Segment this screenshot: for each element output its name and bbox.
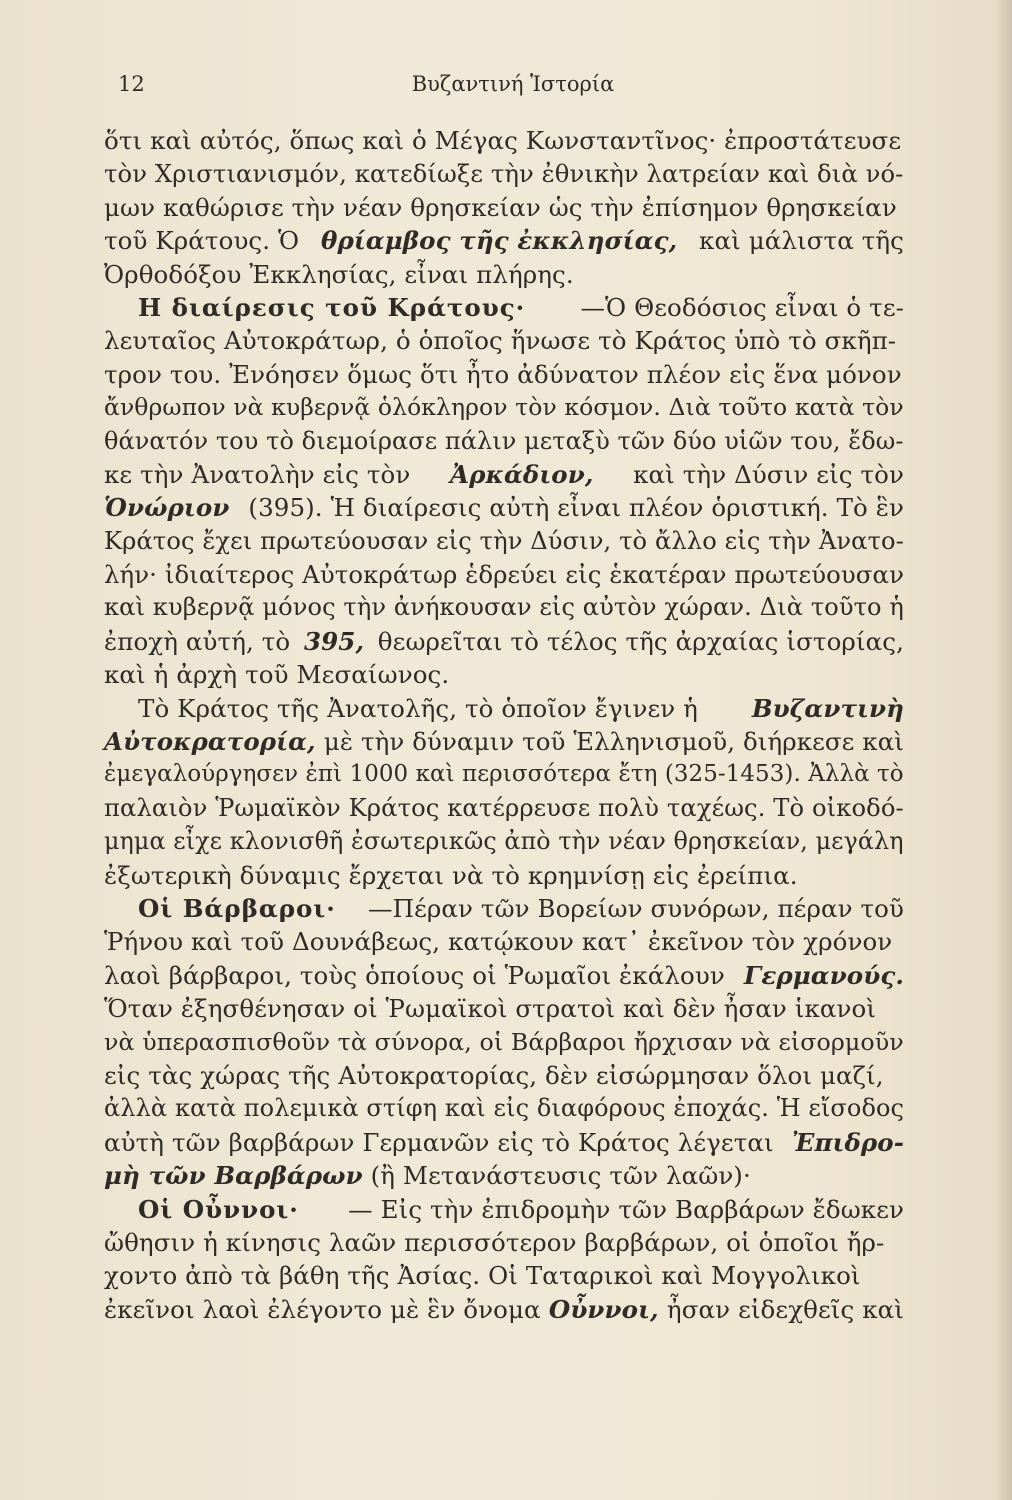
- text-run: λήν· ἰδιαίτερος Αὐτοκράτωρ ἑδρεύει εἰς ἑκατέραν πρωτεύουσαν: [104, 560, 904, 590]
- text-line: [104, 525, 904, 558]
- text-run: ὅτι καὶ αὐτός, ὅπως καὶ ὁ Μέγας Κωνσταντῖνος· ἐπροστάτευσε: [104, 126, 902, 155]
- text-line: [104, 959, 904, 992]
- text-run: τὸν Χριστιανισμόν, κατεδίωξε τὴν ἐθνικὴν λατρείαν καὶ διὰ νό-: [104, 159, 904, 189]
- emphasis-text: Οὖννοι,: [548, 1294, 659, 1324]
- text-line: [104, 1226, 904, 1259]
- text-run: Τὸ Κράτος τῆς Ἀνατολῆς, τὸ ὁποῖον ἔγινεν ἡ: [138, 693, 706, 723]
- text-line: [104, 391, 904, 424]
- emphasis-text: Αὐτοκρατορία,: [104, 727, 316, 757]
- text-run: Ὀρθοδόξου Ἐκκλησίας, εἶναι πλήρης.: [104, 259, 574, 289]
- text-run: ἐποχὴ αὐτή, τὸ: [104, 626, 299, 656]
- text-run: Ῥήνου καὶ τοῦ Δουνάβεως, κατῴκουν κατ᾽ ἐκεῖνον τὸν χρόνον: [104, 927, 893, 957]
- body-text: [104, 124, 904, 1326]
- text-run: —Πέραν τῶν Βορείων συνόρων, πέραν τοῦ: [368, 893, 904, 923]
- text-run: —Ὁ Θεοδόσιος εἶναι ὁ τε-: [580, 292, 904, 322]
- text-line: [104, 1259, 904, 1292]
- text-line: [104, 458, 904, 491]
- text-run: τοῦ Κράτους. Ὁ: [104, 226, 308, 256]
- emphasis-text: Γερμανούς.: [743, 960, 904, 990]
- text-line: [104, 324, 904, 357]
- text-line: [104, 925, 904, 958]
- text-run: ἐξωτερικὴ δύναμις ἔρχεται νὰ τὸ κρημνίσῃ εἰς ἐρείπια.: [104, 860, 798, 890]
- text-line: [104, 591, 904, 624]
- text-line: [104, 1092, 904, 1125]
- text-run: καὶ ἡ ἀρχὴ τοῦ Μεσαίωνος.: [104, 660, 450, 690]
- text-run: — Εἰς τὴν ἐπιδρομὴν τῶν Βαρβάρων ἔδωκεν: [340, 1194, 904, 1224]
- section-heading: Οἱ Οὖννοι·: [138, 1194, 299, 1224]
- text-line: [104, 792, 904, 825]
- text-line: [104, 992, 904, 1025]
- text-run: ἀλλὰ κατὰ πολεμικὰ στίφη καὶ εἰς διαφόρους ἐποχάς. Ἡ εἴσοδος: [104, 1094, 905, 1123]
- text-line: [104, 825, 904, 858]
- text-run: παλαιὸν Ῥωμαϊκὸν Κράτος κατέρρευσε πολὺ ταχέως. Τὸ οἰκοδό-: [104, 793, 904, 822]
- text-run: (395). Ἡ διαίρεσις αὐτὴ εἶναι πλέον ὁριστική. Τὸ ἓν: [240, 493, 904, 523]
- text-line: [104, 692, 904, 725]
- text-run: καὶ τὴν Δύσιν εἰς τὸν: [625, 459, 904, 489]
- text-line: [104, 892, 904, 925]
- emphasis-text: 395,: [304, 626, 365, 656]
- text-line: [104, 491, 904, 524]
- text-run: καὶ μάλιστα τῆς: [691, 226, 904, 256]
- text-run: καὶ κυβερνᾷ μόνος τὴν ἀνήκουσαν εἰς αὐτὸν χώραν. Διὰ τοῦτο ἡ: [104, 593, 904, 622]
- text-line: [104, 258, 904, 291]
- text-line: [104, 1159, 904, 1192]
- text-run: θεωρεῖται τὸ τέλος τῆς ἀρχαίας ἱστορίας,: [369, 626, 904, 656]
- text-run: θάνατόν του τὸ διεμοίρασε πάλιν μεταξὺ τῶν δύο υἱῶν του, ἔδω-: [104, 426, 904, 455]
- text-run: ἐμεγαλούργησεν ἐπὶ 1000 καὶ περισσότερα ἔτη (325-1453). Ἀλλὰ τὸ: [104, 761, 904, 788]
- text-line: [104, 358, 904, 391]
- page-edge-shadow: [996, 0, 1012, 1500]
- text-line: [104, 425, 904, 458]
- text-line: [104, 1126, 904, 1159]
- text-run: κε τὴν Ἀνατολὴν εἰς τὸν: [104, 459, 419, 489]
- text-run: ἐκεῖνοι λαοὶ ἐλέγοντο μὲ ἓν ὄνομα: [104, 1294, 549, 1324]
- running-title: Βυζαντινή Ἱστορία: [411, 72, 615, 96]
- text-run: μων καθώρισε τὴν νέαν θρησκείαν ὡς τὴν ἐπίσημον θρησκείαν: [104, 192, 897, 222]
- text-line: [104, 191, 904, 224]
- text-line: [104, 157, 904, 190]
- text-line: [104, 725, 904, 758]
- text-run: ὤθησιν ἡ κίνησις λαῶν περισσότερον βαρβάρων, οἱ ὁποῖοι ἤρ-: [104, 1227, 885, 1257]
- emphasis-text: μὴ τῶν Βαρβάρων: [104, 1161, 363, 1191]
- text-run: τρον του. Ἐνόησεν ὅμως ὅτι ἦτο ἀδύνατον πλέον εἰς ἕνα μόνον: [104, 359, 902, 389]
- section-heading: Η διαίρεσις τοῦ Κράτους·: [138, 292, 526, 322]
- text-line: [104, 658, 904, 691]
- text-run: Κράτος ἔχει πρωτεύουσαν εἰς τὴν Δύσιν, τὸ ἄλλο εἰς τὴν Ἀνατο-: [104, 526, 904, 555]
- text-run: μημα εἶχε κλονισθῆ ἐσωτερικῶς ἀπὸ τὴν νέαν θρησκείαν, μεγάλη: [104, 827, 904, 856]
- text-run: εἰς τὰς χώρας τῆς Αὐτοκρατορίας, δὲν εἰσώρμησαν ὅλοι μαζί,: [104, 1060, 884, 1090]
- text-line: [104, 625, 904, 658]
- page-header: [118, 72, 908, 104]
- section-heading: Οἱ Βάρβαροι·: [138, 893, 336, 923]
- text-line: [104, 1059, 904, 1092]
- text-run: νὰ ὑπερασπισθοῦν τὰ σύνορα, οἱ Βάρβαροι ἤρχισαν νὰ εἰσορμοῦν: [104, 1027, 904, 1056]
- emphasis-text: Βυζαντινὴ: [751, 693, 904, 723]
- text-run: μὲ τὴν δύναμιν τοῦ Ἑλληνισμοῦ, διήρκεσε καὶ: [316, 727, 904, 757]
- text-run: Ὅταν ἐξησθένησαν οἱ Ῥωμαϊκοὶ στρατοὶ καὶ δὲν ἦσαν ἱκανοὶ: [104, 994, 877, 1024]
- text-line: [104, 1026, 904, 1059]
- text-line: [104, 1193, 904, 1226]
- text-line: [104, 124, 904, 157]
- emphasis-text: θρίαμβος τῆς ἐκκλησίας,: [321, 226, 678, 256]
- text-run: χοντο ἀπὸ τὰ βάθη τῆς Ἀσίας. Οἱ Ταταρικοὶ καὶ Μογγολικοὶ: [104, 1261, 861, 1291]
- emphasis-text: Ἀρκάδιον,: [449, 459, 594, 489]
- emphasis-text: Ὁνώριον: [104, 493, 230, 523]
- text-run: (ἢ Μετανάστευσις τῶν λαῶν)·: [362, 1161, 751, 1191]
- page-number: 12: [118, 72, 145, 96]
- text-line: [104, 224, 904, 257]
- text-run: λαοὶ βάρβαροι, τοὺς ὁποίους οἱ Ῥωμαῖοι ἐκάλουν: [104, 960, 733, 990]
- text-line: [104, 859, 904, 892]
- text-line: [104, 758, 904, 791]
- text-run: αὐτὴ τῶν βαρβάρων Γερμανῶν εἰς τὸ Κράτος λέγεται: [104, 1127, 782, 1157]
- text-run: ἦσαν εἰδεχθεῖς καὶ: [659, 1294, 904, 1324]
- text-line: [104, 291, 904, 324]
- text-line: [104, 558, 904, 591]
- text-run: ἄνθρωπον νὰ κυβερνᾷ ὁλόκληρον τὸν κόσμον. Διὰ τοῦτο κατὰ τὸν: [104, 393, 904, 422]
- text-run: λευταῖος Αὐτοκράτωρ, ὁ ὁποῖος ἥνωσε τὸ Κράτος ὑπὸ τὸ σκῆπ-: [104, 326, 897, 356]
- emphasis-text: Ἐπιδρο-: [791, 1127, 904, 1157]
- text-line: [104, 1293, 904, 1326]
